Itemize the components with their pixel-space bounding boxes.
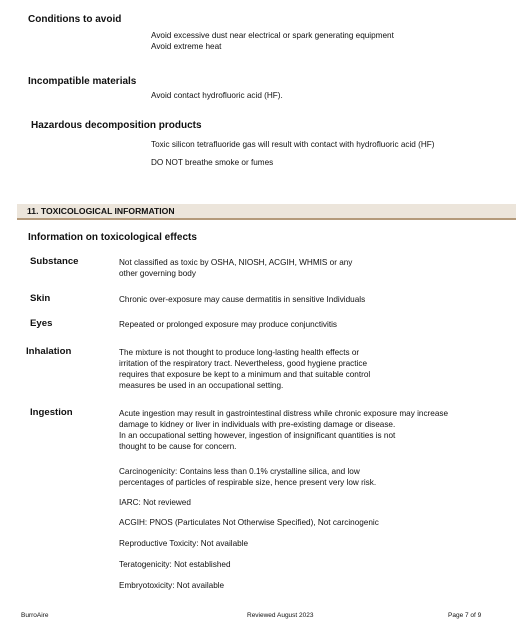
hazardous-decomposition-heading: Hazardous decomposition products <box>31 120 202 131</box>
substance-line-1: Not classified as toxic by OSHA, NIOSH, ACGIH, WHMIS or any <box>119 258 353 267</box>
eyes-label: Eyes <box>30 318 53 329</box>
incompatible-materials-text: Avoid contact hydrofluoric acid (HF). <box>151 91 283 100</box>
iarc-text: IARC: Not reviewed <box>119 498 191 507</box>
ingestion-line-2: damage to kidney or liver in individuals with pre-existing damage or disease. <box>119 420 396 429</box>
footer-company: BurroAire <box>21 612 49 619</box>
skin-text: Chronic over-exposure may cause dermatitis in sensitive Individuals <box>119 295 366 304</box>
ingestion-line-1: Acute ingestion may result in gastrointestinal distress while chronic exposure may increase <box>119 409 449 418</box>
skin-label: Skin <box>30 293 51 304</box>
substance-line-2: other governing body <box>119 269 196 278</box>
section-11-title: 11. TOXICOLOGICAL INFORMATION <box>27 206 175 216</box>
embryotoxicity-text: Embryotoxicity: Not available <box>119 581 225 590</box>
section-11-header <box>17 204 516 220</box>
inhalation-line-3: requires that exposure be kept to a minimum and that suitable control <box>119 370 371 379</box>
teratogenicity-text: Teratogenicity: Not established <box>119 560 231 569</box>
conditions-to-avoid-line-1: Avoid excessive dust near electrical or spark generating equipment <box>151 31 394 40</box>
footer-review-date: Reviewed August 2023 <box>247 612 314 619</box>
inhalation-label: Inhalation <box>26 346 72 357</box>
substance-label: Substance <box>30 256 79 267</box>
footer-page-number: Page 7 of 9 <box>448 612 482 619</box>
reproductive-toxicity-text: Reproductive Toxicity: Not available <box>119 539 249 548</box>
carcinogenicity-line-1: Carcinogenicity: Contains less than 0.1% crystalline silica, and low <box>119 467 360 476</box>
hazardous-decomposition-line-2: DO NOT breathe smoke or fumes <box>151 158 274 167</box>
conditions-to-avoid-heading: Conditions to avoid <box>28 14 122 25</box>
eyes-text: Repeated or prolonged exposure may produce conjunctivitis <box>119 320 338 329</box>
ingestion-line-3: In an occupational setting however, ingestion of insignificant quantities is not <box>119 431 396 440</box>
conditions-to-avoid-line-2: Avoid extreme heat <box>151 42 222 51</box>
acgih-text: ACGIH: PNOS (Particulates Not Otherwise Specified), Not carcinogenic <box>119 518 379 527</box>
inhalation-line-4: measures be used in an occupational setting. <box>119 381 284 390</box>
toxicological-effects-subheading: Information on toxicological effects <box>28 232 197 243</box>
hazardous-decomposition-line-1: Toxic silicon tetrafluoride gas will result with contact with hydrofluoric acid (HF) <box>151 140 435 149</box>
carcinogenicity-line-2: percentages of particles of respirable size, hence present very low risk. <box>119 478 377 487</box>
ingestion-label: Ingestion <box>30 407 73 418</box>
inhalation-line-1: The mixture is not thought to produce long-lasting health effects or <box>119 348 360 357</box>
inhalation-line-2: irritation of the respiratory tract. Nevertheless, good hygiene practice <box>119 359 368 368</box>
ingestion-line-4: thought to be cause for concern. <box>119 442 237 451</box>
incompatible-materials-heading: Incompatible materials <box>28 76 137 87</box>
